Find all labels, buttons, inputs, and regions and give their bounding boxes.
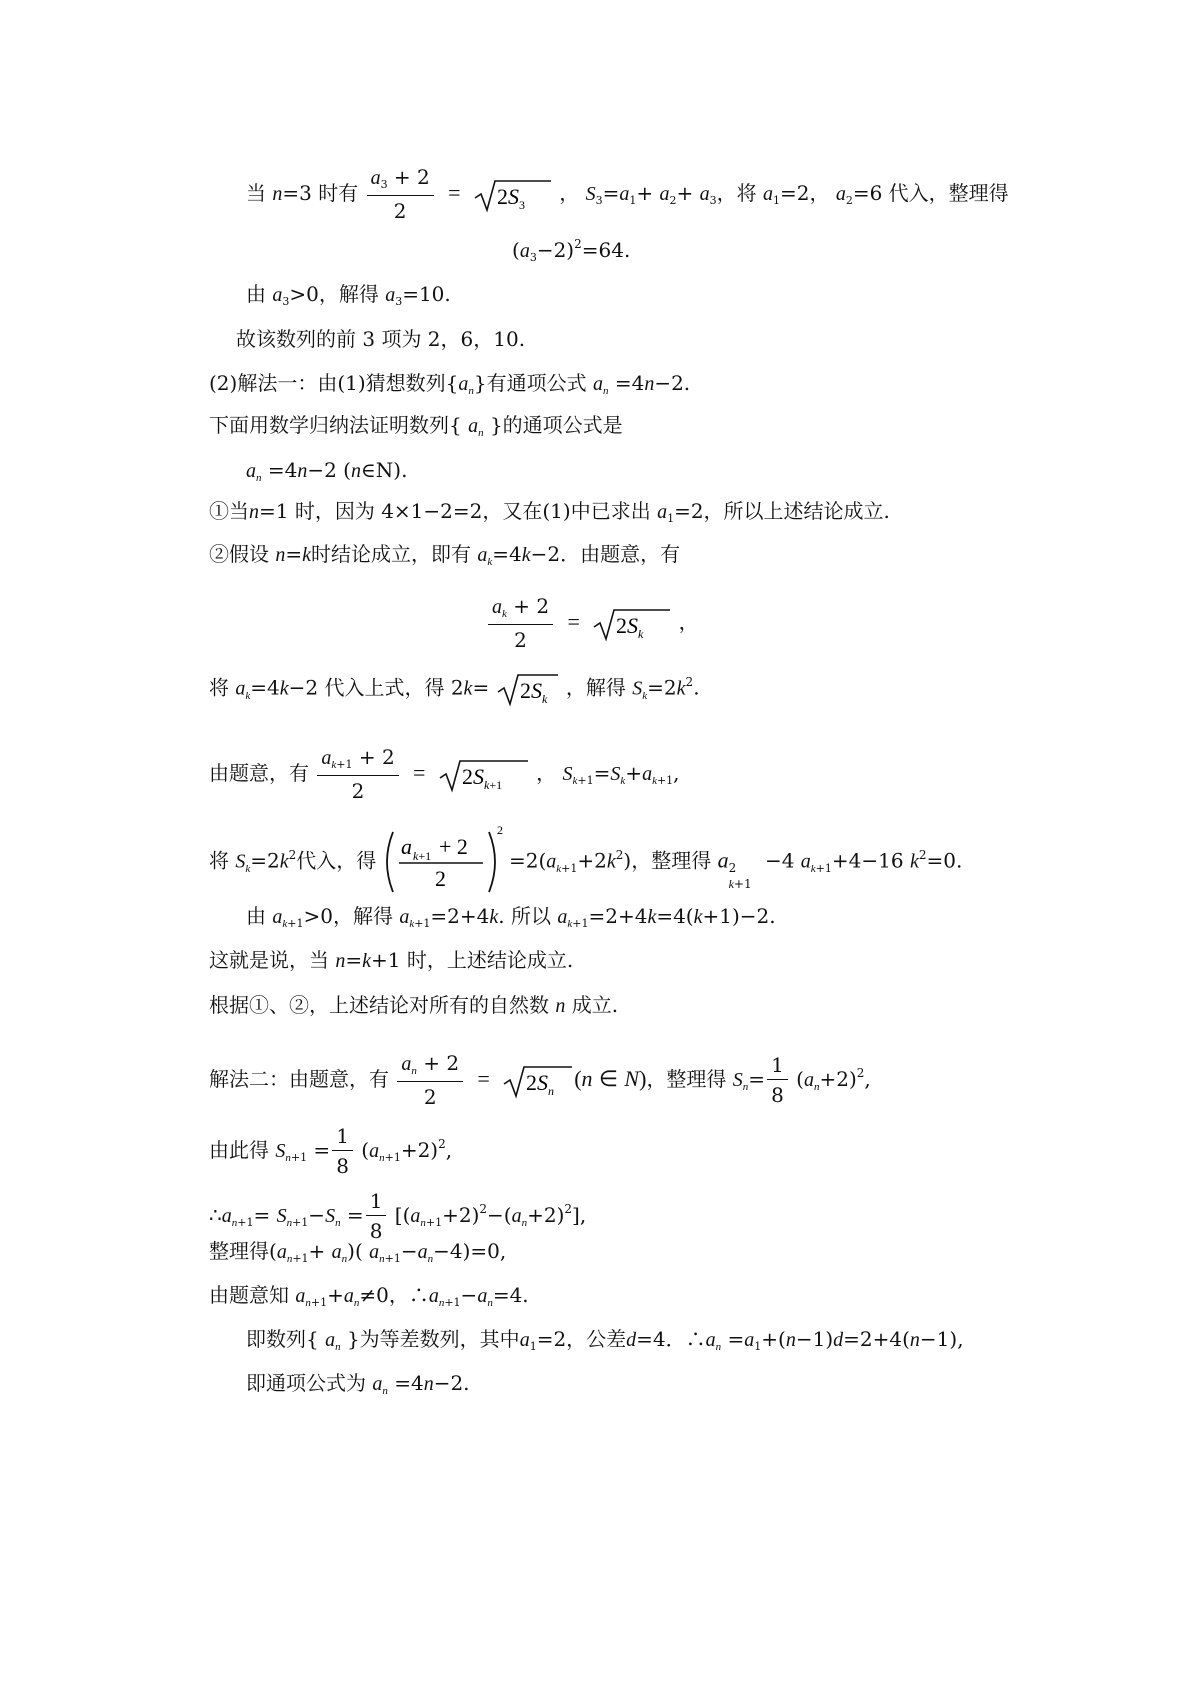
line-n3-equation: 当 n=3 时有 $\frac{a_3 + 2}{2}$ = $2S_3$ ， $S_3=a_1+ a_2+ a_3$，将 $a_1=2$， $a_2=6$ 代入，整理得: [246, 165, 1009, 223]
line-method-two: 解法二：由题意，有 $\frac{a_n + 2}{2}$ = $2S_n$ (n ∈ N)，整理得 $S_n=$ $\frac{1}{8}$ $(a_n+2)^2$,: [209, 1051, 871, 1109]
svg-text:2Sk: $2S_k$: [519, 678, 547, 706]
line-conclusion-all: 根据①、②，上述结论对所有的自然数 n 成立.: [209, 993, 619, 1017]
line-final-formula: 即通项公式为 $a_n =4n-2$.: [246, 1371, 470, 1397]
line-square-expand: 将 $S_k=2k^2$代入，得 a k+1 + 2 2 2 $=2(a_{k+1}+2k^2)$，整理得 a 2 k+1 −4 $a_{k+1}+4-16$ $k^2=0$.: [209, 830, 962, 894]
line-method-one: (2)解法一：由(1)猜想数列$\{a_n\}$有通项公式 $a_n =4n-2$.: [209, 371, 691, 397]
sqrt-2sk-inline: [496, 672, 560, 706]
sqrt-2sk: [592, 607, 672, 641]
line-conclusion-k1: 这就是说，当 n=k+1 时，上述结论成立.: [209, 948, 574, 972]
svg-text:2: 2: [434, 866, 446, 891]
sqrt-2s3: [473, 178, 553, 212]
line-ak-equation: $\frac{a_k + 2}{2}$ = $2S_k$ ，: [486, 592, 699, 655]
line-difference: 由题意知 $a_{n+1}+a_n\ne 0$，$\therefore a_{n+1}-a_n=4$.: [209, 1283, 529, 1309]
line-ak1-equation: 由题意，有 $\frac{a_{k+1} + 2}{2}$ = $2S_{k+1}$ ， $S_{k+1}=S_k+a_{k+1}$,: [209, 745, 680, 803]
svg-text:k+1: k+1: [412, 849, 431, 863]
line-a3-square: $(a_3-2)^2=64$.: [512, 237, 631, 264]
line-induction-intro: 下面用数学归纳法证明数列{ $a_n$ }的通项公式是: [209, 413, 623, 439]
svg-text:2: 2: [496, 823, 503, 837]
line-a3-solve: 由 $a_3>0$，解得 $a_3=10$.: [246, 282, 451, 308]
svg-text:+ 2: + 2: [438, 834, 468, 859]
line-sn1: 由此得 $S_{n+1}$ = $\frac{1}{8}$ $(a_{n+1}+2)^2$,: [209, 1124, 453, 1178]
svg-text:2S3: $2S_3$: [496, 183, 525, 212]
sqrt-2sk1: [438, 758, 530, 792]
sqrt-2sn: [502, 1064, 574, 1098]
paren-fraction: [383, 823, 503, 894]
line-first-three: 故该数列的前 3 项为 2，6，10.: [236, 327, 526, 351]
svg-text:a: a: [400, 834, 412, 859]
line-step-two: ②假设 n=k时结论成立，即有 $a_k=4k-2$．由题意，有: [209, 542, 681, 568]
line-factor: 整理得$(a_{n+1}+ a_n)$( $a_{n+1}-a_n-4)=0$,: [209, 1239, 507, 1265]
line-formula: $a_n =4n-2$ (n∈N).: [246, 458, 408, 484]
line-solve-ak1: 由 $a_{k+1}>0$，解得 $a_{k+1}=2+4k$. 所以 $a_{k+1}=2+4k=4(k+1)-2$.: [246, 904, 776, 930]
line-substitute-ak: 将 $a_k=4k-2$ 代入上式，得 2k= $2S_k$ ，解得 $S_k=2k^2$.: [209, 672, 700, 706]
svg-text:2Sk+1: $2S_{k+1}$: [461, 763, 502, 792]
svg-text:2Sk: $2S_k$: [616, 612, 644, 641]
line-step-one: ①当n=1 时，因为 4×1−2=2，又在(1)中已求出 $a_1=2$，所以上述结论成立.: [209, 499, 890, 525]
line-an1-diff: $\therefore a_{n+1}= S_{n+1}-S_n$ = $\frac{1}{8}$ $[(a_{n+1}+2)^2-(a_n+2)^2]$,: [209, 1189, 587, 1243]
line-arithmetic: 即数列{ $a_n$ }为等差数列，其中$a_1=2$，公差d=4．$\therefore a_n =a_1+(n-1)d=2+4(n-1)$,: [246, 1327, 964, 1353]
svg-text:2Sn: $2S_n$: [526, 1069, 555, 1098]
